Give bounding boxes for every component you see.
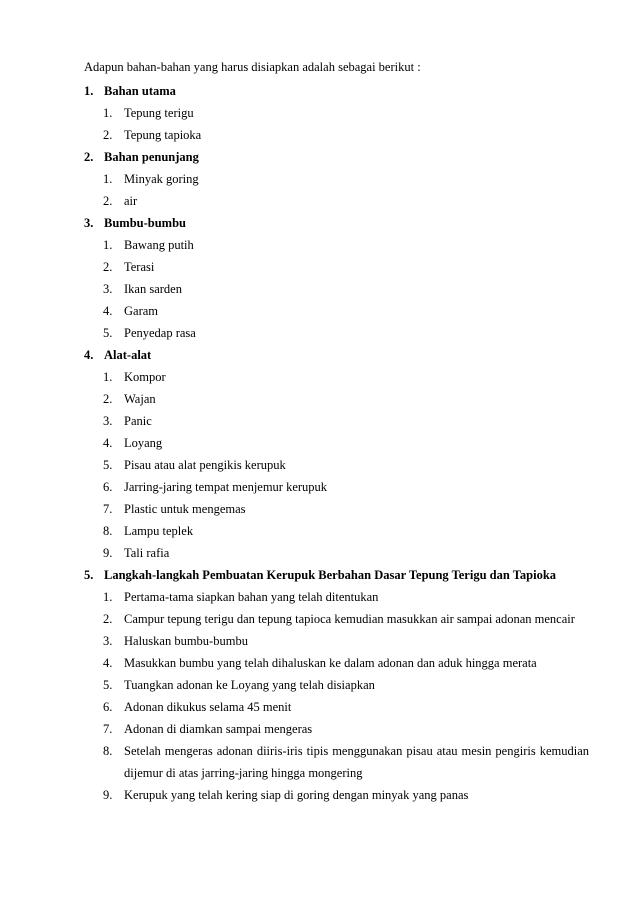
list-item — [84, 542, 589, 564]
section — [84, 80, 589, 146]
item-list — [84, 366, 589, 564]
item-number: 5. — [103, 678, 113, 692]
item-number: 1. — [103, 172, 113, 186]
item-text: Tuangkan adonan ke Loyang yang telah disiapkan — [124, 678, 375, 692]
section-number: 4. — [84, 347, 94, 362]
list-item — [84, 102, 589, 124]
item-number: 2. — [103, 194, 113, 208]
item-number: 4. — [103, 656, 113, 670]
item-list — [84, 234, 589, 344]
item-text: Campur tepung terigu dan tepung tapioca kemudian masukkan air sampai adonan mencair — [124, 612, 575, 626]
section-heading — [84, 564, 589, 586]
item-text: Penyedap rasa — [124, 326, 196, 340]
section-title: Bahan penunjang — [104, 149, 199, 164]
list-item — [84, 476, 589, 498]
item-number: 2. — [103, 128, 113, 142]
item-text: Lampu teplek — [124, 524, 194, 538]
section-number: 5. — [84, 567, 94, 582]
item-text: Kompor — [124, 370, 166, 384]
list-item — [84, 322, 589, 344]
section-title: Langkah-langkah Pembuatan Kerupuk Berbahan Dasar Tepung Terigu dan Tapioka — [104, 567, 557, 582]
list-item — [84, 652, 589, 674]
item-text: Loyang — [124, 436, 163, 450]
item-number: 1. — [103, 106, 113, 120]
item-number: 4. — [103, 436, 113, 450]
item-text: Panic — [124, 414, 152, 428]
item-number: 3. — [103, 414, 113, 428]
list-item — [84, 278, 589, 300]
item-text: Terasi — [124, 260, 155, 274]
section-number: 2. — [84, 149, 94, 164]
item-text: Pertama-tama siapkan bahan yang telah ditentukan — [124, 590, 379, 604]
item-text: Adonan di diamkan sampai mengeras — [124, 722, 313, 736]
item-number: 5. — [103, 458, 113, 472]
item-number: 3. — [103, 634, 113, 648]
item-number: 2. — [103, 612, 113, 626]
item-number: 8. — [103, 524, 113, 538]
list-item — [84, 190, 589, 212]
section-list — [84, 80, 589, 806]
item-text: Minyak goring — [124, 172, 199, 186]
section-title: Bumbu-bumbu — [104, 215, 186, 230]
item-number: 1. — [103, 238, 113, 252]
item-text: Pisau atau alat pengikis kerupuk — [124, 458, 286, 472]
list-item — [84, 520, 589, 542]
list-item — [84, 366, 589, 388]
item-text: Wajan — [124, 392, 156, 406]
item-number: 5. — [103, 326, 113, 340]
section — [84, 564, 589, 806]
list-item — [84, 410, 589, 432]
list-item — [84, 740, 589, 784]
list-item — [84, 168, 589, 190]
list-item — [84, 630, 589, 652]
list-item — [84, 234, 589, 256]
item-text: Jarring-jaring tempat menjemur kerupuk — [124, 480, 328, 494]
item-text: Tepung tapioka — [124, 128, 202, 142]
item-number: 8. — [103, 744, 113, 758]
item-text: Tali rafia — [124, 546, 170, 560]
intro-paragraph: Adapun bahan-bahan yang harus disiapkan adalah sebagai berikut : — [84, 60, 421, 74]
list-item — [84, 696, 589, 718]
list-item — [84, 608, 589, 630]
item-text: Haluskan bumbu-bumbu — [124, 634, 248, 648]
item-number: 1. — [103, 590, 113, 604]
item-text: Tepung terigu — [124, 106, 194, 120]
item-text: Setelah mengeras adonan diiris-iris tipis menggunakan pisau atau mesin pengiris kemudian dijemur di atas jarring-jaring hingga mongering — [124, 744, 589, 780]
item-number: 9. — [103, 546, 113, 560]
section — [84, 146, 589, 212]
item-number: 7. — [103, 722, 113, 736]
item-number: 6. — [103, 480, 113, 494]
section-title: Alat-alat — [104, 347, 152, 362]
item-text: air — [124, 194, 138, 208]
list-item — [84, 718, 589, 740]
list-item — [84, 674, 589, 696]
list-item — [84, 432, 589, 454]
section-number: 1. — [84, 83, 94, 98]
item-number: 2. — [103, 260, 113, 274]
list-item — [84, 388, 589, 410]
list-item — [84, 256, 589, 278]
item-list — [84, 586, 589, 806]
item-text: Bawang putih — [124, 238, 194, 252]
item-number: 3. — [103, 282, 113, 296]
item-list — [84, 102, 589, 146]
list-item — [84, 784, 589, 806]
section-heading — [84, 344, 589, 366]
section-heading — [84, 146, 589, 168]
item-text: Kerupuk yang telah kering siap di goring dengan minyak yang panas — [124, 788, 469, 802]
item-number: 9. — [103, 788, 113, 802]
list-item — [84, 498, 589, 520]
item-list — [84, 168, 589, 212]
section — [84, 344, 589, 564]
list-item — [84, 586, 589, 608]
item-text: Adonan dikukus selama 45 menit — [124, 700, 292, 714]
item-number: 1. — [103, 370, 113, 384]
item-number: 2. — [103, 392, 113, 406]
item-text: Plastic untuk mengemas — [124, 502, 246, 516]
item-number: 4. — [103, 304, 113, 318]
section — [84, 212, 589, 344]
list-item — [84, 454, 589, 476]
item-text: Garam — [124, 304, 159, 318]
section-title: Bahan utama — [104, 83, 176, 98]
item-number: 6. — [103, 700, 113, 714]
section-heading — [84, 80, 589, 102]
item-text: Masukkan bumbu yang telah dihaluskan ke dalam adonan dan aduk hingga merata — [124, 656, 537, 670]
list-item — [84, 300, 589, 322]
item-text: Ikan sarden — [124, 282, 182, 296]
section-number: 3. — [84, 215, 94, 230]
list-item — [84, 124, 589, 146]
item-number: 7. — [103, 502, 113, 516]
section-heading — [84, 212, 589, 234]
